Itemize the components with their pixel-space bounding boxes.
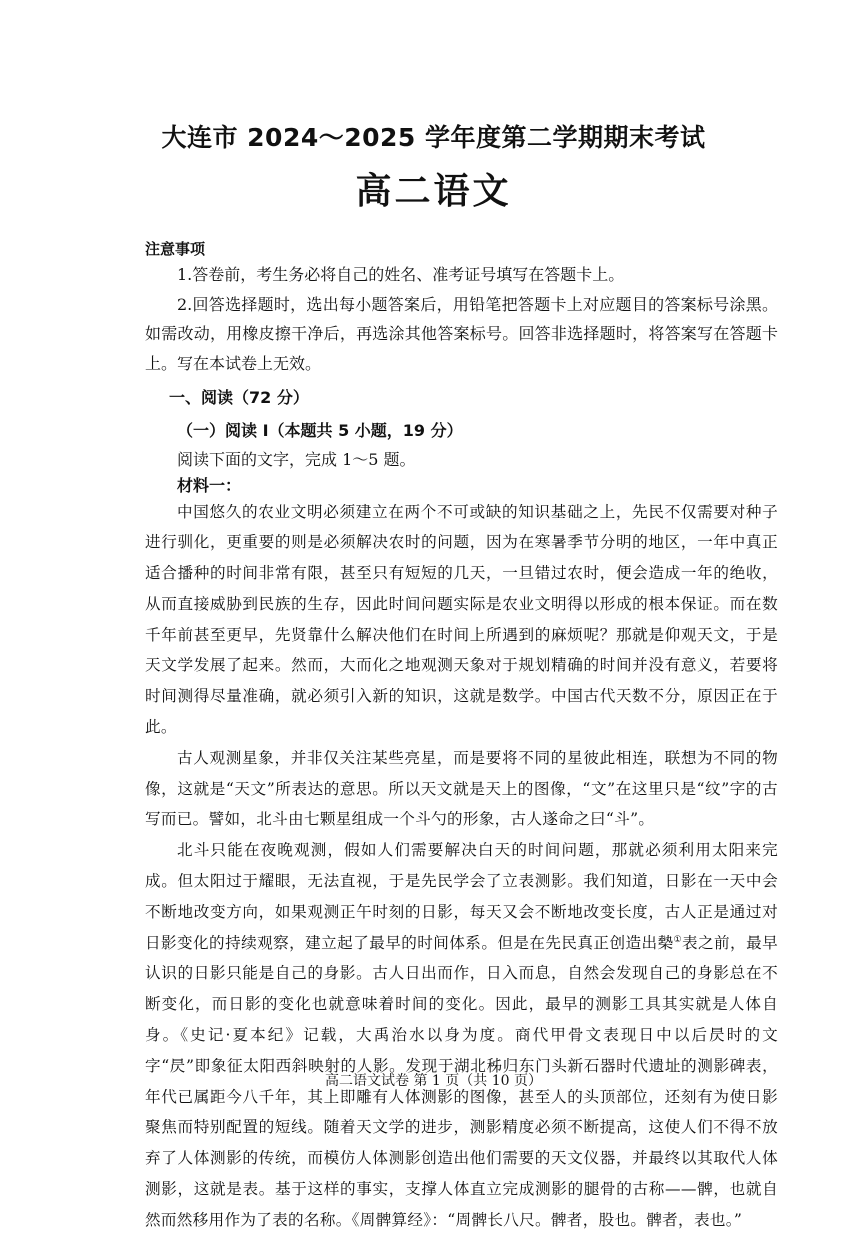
passage-paragraph bbox=[145, 835, 778, 1235]
reading-passage bbox=[145, 497, 778, 1236]
notice-item: 2.回答选择题时，选出每小题答案后，用铅笔把答题卡上对应题目的答案标号涂黑。如需改动，用橡皮擦干净后，再选涂其他答案标号。回答非选择题时，将答案写在答题卡上。写在本试卷上无效。 bbox=[145, 294, 778, 373]
paragraph-text-before-note: 北斗只能在夜晚观测，假如人们需要解决白天的时间问题，那就必须利用太阳来完成。但太阳过于耀眼，无法直视，于是先民学会了立表测影。我们知道，日影在一天中会不断地改变方向，如果观测正午时刻的日影，每天又会不断地改变长度，古人正是通过对日影变化的持续观察，建立起了最早的时间体系。但是在先民真正创造出槷 bbox=[145, 841, 778, 952]
footnote-marker: ① bbox=[673, 934, 683, 945]
page-footer: 高二语文试卷 第 1 页（共 10 页） bbox=[325, 1073, 542, 1089]
section-heading: 一、阅读（72 分） bbox=[169, 388, 309, 407]
notice-item: 1.答卷前，考生务必将自己的姓名、准考证号填写在答题卡上。 bbox=[177, 265, 625, 284]
part-heading: （一）阅读 I（本题共 5 小题，19 分） bbox=[177, 420, 463, 440]
paragraph-text-after-note: 表之前，最早认识的日影只能是自己的身影。古人日出而作，日入而息，自然会发现自己的身影总在不断变化，而日影的变化也就意味着时间的变化。因此，最早的测影工具其实就是人体自身。《史记·夏本纪》记载，大禹治水以身为度。商代甲骨文表现日中以后昃时的文字“昃”即象征太阳西斜映射的人影。发现于湖北秭归东门头新石器时代遗址的测影碑表，年代已属距今八千年，其上即雕有人体测影的图像，甚至人的头顶部位，还刻有为使日影聚焦而特别配置的短线。随着天文学的进步，测影精度必须不断提高，这使人们不得不放弃了人体测影的传统，而模仿人体测影创造出他们需要的天文仪器，并最终以其取代人体测影，这就是表。基于这样的事实，支撑人体直立完成测影的腿骨的古称——髀，也就自然而然移用作为了表的名称。《周髀算经》：“周髀长八尺。髀者，股也。髀者，表也。” bbox=[145, 933, 778, 1229]
material-label: 材料一： bbox=[177, 475, 242, 495]
exam-title: 大连市 2024～2025 学年度第二学期期末考试 bbox=[161, 123, 706, 152]
passage-paragraph: 古人观测星象，并非仅关注某些亮星，而是要将不同的星彼此相连，联想为不同的物像，这就是“天文”所表达的意思。所以天文就是天上的图像，“文”在这里只是“纹”字的古写而已。譬如，北斗由七颗星组成一个斗勺的形象，古人遂命之曰“斗”。 bbox=[145, 748, 778, 829]
passage-paragraph: 中国悠久的农业文明必须建立在两个不可或缺的知识基础之上，先民不仅需要对种子进行驯化，更重要的则是必须解决农时的问题，因为在寒暑季节分明的地区，一年中真正适合播种的时间非常有限，甚至只有短短的几天，一旦错过农时，便会造成一年的绝收，从而直接威胁到民族的生存，因此时间问题实际是农业文明得以形成的根本保证。而在数千年前甚至更早，先贤靠什么解决他们在时间上所遇到的麻烦呢？那就是仰观天文，于是天文学发展了起来。然而，大而化之地观测天象对于规划精确的时间并没有意义，若要将时间测得尽量准确，就必须引入新的知识，这就是数学。中国古代天数不分，原因正在于此。 bbox=[145, 502, 778, 737]
notice-heading: 注意事项 bbox=[145, 240, 206, 258]
instruction-text: 阅读下面的文字，完成 1～5 题。 bbox=[177, 450, 416, 469]
exam-subject-title: 高二语文 bbox=[355, 171, 512, 212]
